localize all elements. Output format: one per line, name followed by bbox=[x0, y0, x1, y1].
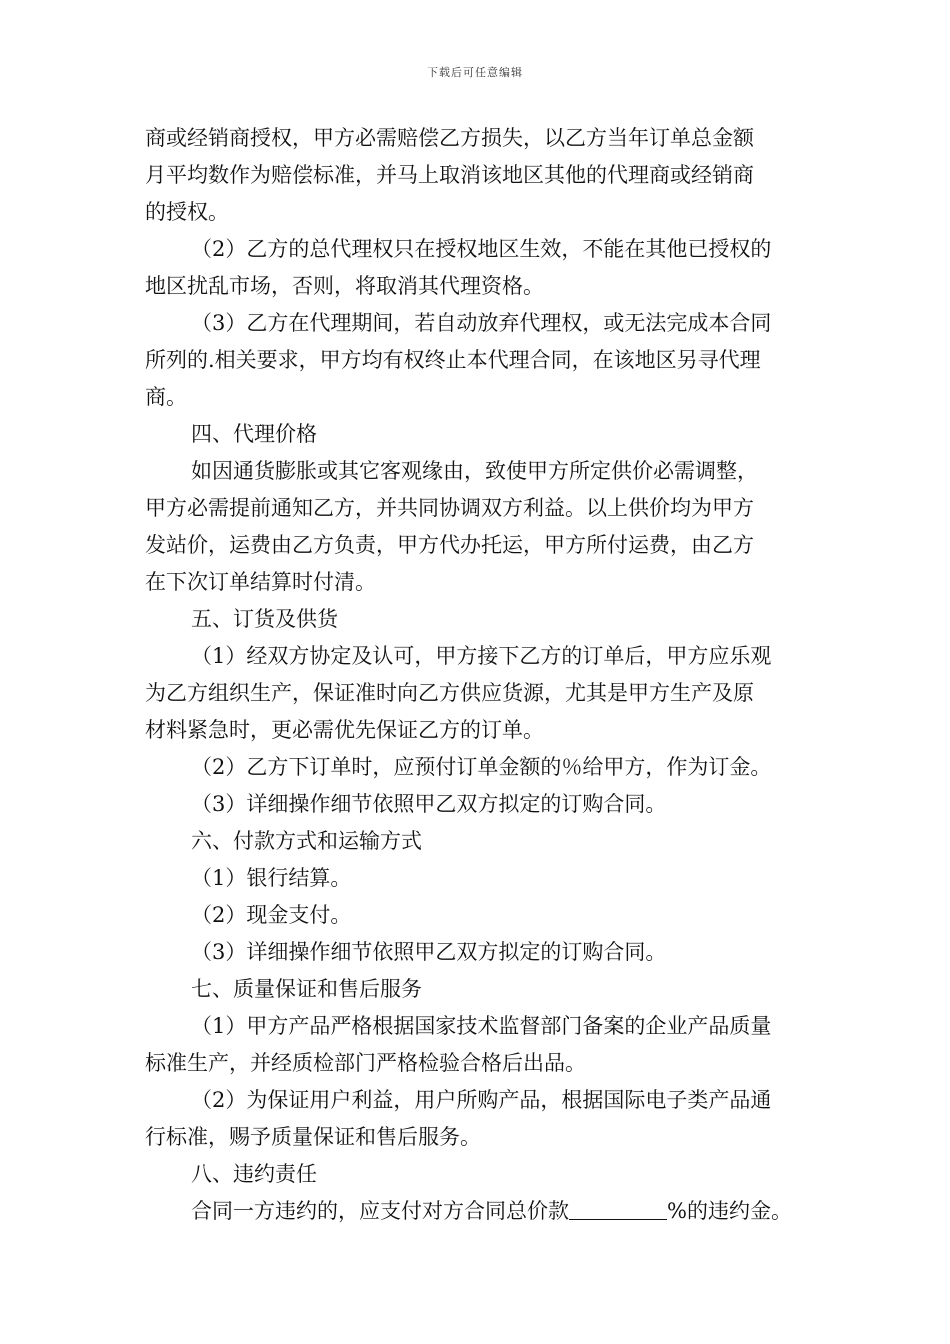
page-header: 下载后可任意编辑 bbox=[427, 66, 523, 79]
paragraph-line: 所列的.相关要求，甲方均有权终止本代理合同，在该地区另寻代理 bbox=[145, 348, 761, 372]
section-heading: 六、付款方式和运输方式 bbox=[191, 829, 422, 853]
penalty-blank-underline bbox=[569, 1199, 667, 1220]
paragraph-line: （2）现金支付。 bbox=[191, 903, 352, 927]
paragraph-line: （1）甲方产品严格根据国家技术监督部门备案的企业产品质量 bbox=[191, 1014, 772, 1038]
paragraph-line: （2）乙方下订单时，应预付订单金额的％给甲方，作为订金。 bbox=[191, 755, 772, 779]
document-body bbox=[145, 120, 825, 1230]
paragraph-line: （2）为保证用户利益，用户所购产品，根据国际电子类产品通 bbox=[191, 1088, 772, 1112]
paragraph-line: （3）详细操作细节依照甲乙双方拟定的订购合同。 bbox=[191, 940, 667, 964]
paragraph-line: （3）乙方在代理期间，若自动放弃代理权，或无法完成本合同 bbox=[191, 311, 772, 335]
paragraph-line: （3）详细操作细节依照甲乙双方拟定的订购合同。 bbox=[191, 792, 667, 816]
paragraph-line bbox=[145, 1193, 825, 1230]
paragraph-line: 地区扰乱市场，否则，将取消其代理资格。 bbox=[145, 274, 544, 298]
paragraph-line: （2）乙方的总代理权只在授权地区生效，不能在其他已授权的 bbox=[191, 237, 772, 261]
paragraph-line: 发站价，运费由乙方负责，甲方代办托运，甲方所付运费，由乙方 bbox=[145, 533, 754, 557]
penalty-text-before: 合同一方违约的，应支付对方合同总价款 bbox=[191, 1199, 569, 1223]
section-heading: 七、质量保证和售后服务 bbox=[191, 977, 422, 1001]
section-heading: 四、代理价格 bbox=[191, 422, 317, 446]
paragraph-line: 商或经销商授权，甲方必需赔偿乙方损失，以乙方当年订单总金额 bbox=[145, 126, 754, 150]
paragraph-line: 行标准，赐予质量保证和售后服务。 bbox=[145, 1125, 481, 1149]
paragraph-line: 甲方必需提前通知乙方，并共同协调双方利益。以上供价均为甲方 bbox=[145, 496, 754, 520]
paragraph-line: （1）银行结算。 bbox=[191, 866, 352, 890]
penalty-text-after: %的违约金。 bbox=[667, 1199, 792, 1223]
paragraph-line: 商。 bbox=[145, 385, 187, 409]
paragraph-line: 如因通货膨胀或其它客观缘由，致使甲方所定供价必需调整， bbox=[191, 459, 758, 483]
section-heading: 八、违约责任 bbox=[191, 1162, 317, 1186]
paragraph-line: 为乙方组织生产，保证准时向乙方供应货源，尤其是甲方生产及原 bbox=[145, 681, 754, 705]
paragraph-line: 的授权。 bbox=[145, 200, 229, 224]
paragraph-line: 在下次订单结算时付清。 bbox=[145, 570, 376, 594]
section-heading: 五、订货及供货 bbox=[191, 607, 338, 631]
paragraph-line: 月平均数作为赔偿标准，并马上取消该地区其他的代理商或经销商 bbox=[145, 163, 754, 187]
paragraph-line: （1）经双方协定及认可，甲方接下乙方的订单后，甲方应乐观 bbox=[191, 644, 772, 668]
paragraph-line: 材料紧急时，更必需优先保证乙方的订单。 bbox=[145, 718, 544, 742]
paragraph-line: 标准生产，并经质检部门严格检验合格后出品。 bbox=[145, 1051, 586, 1075]
